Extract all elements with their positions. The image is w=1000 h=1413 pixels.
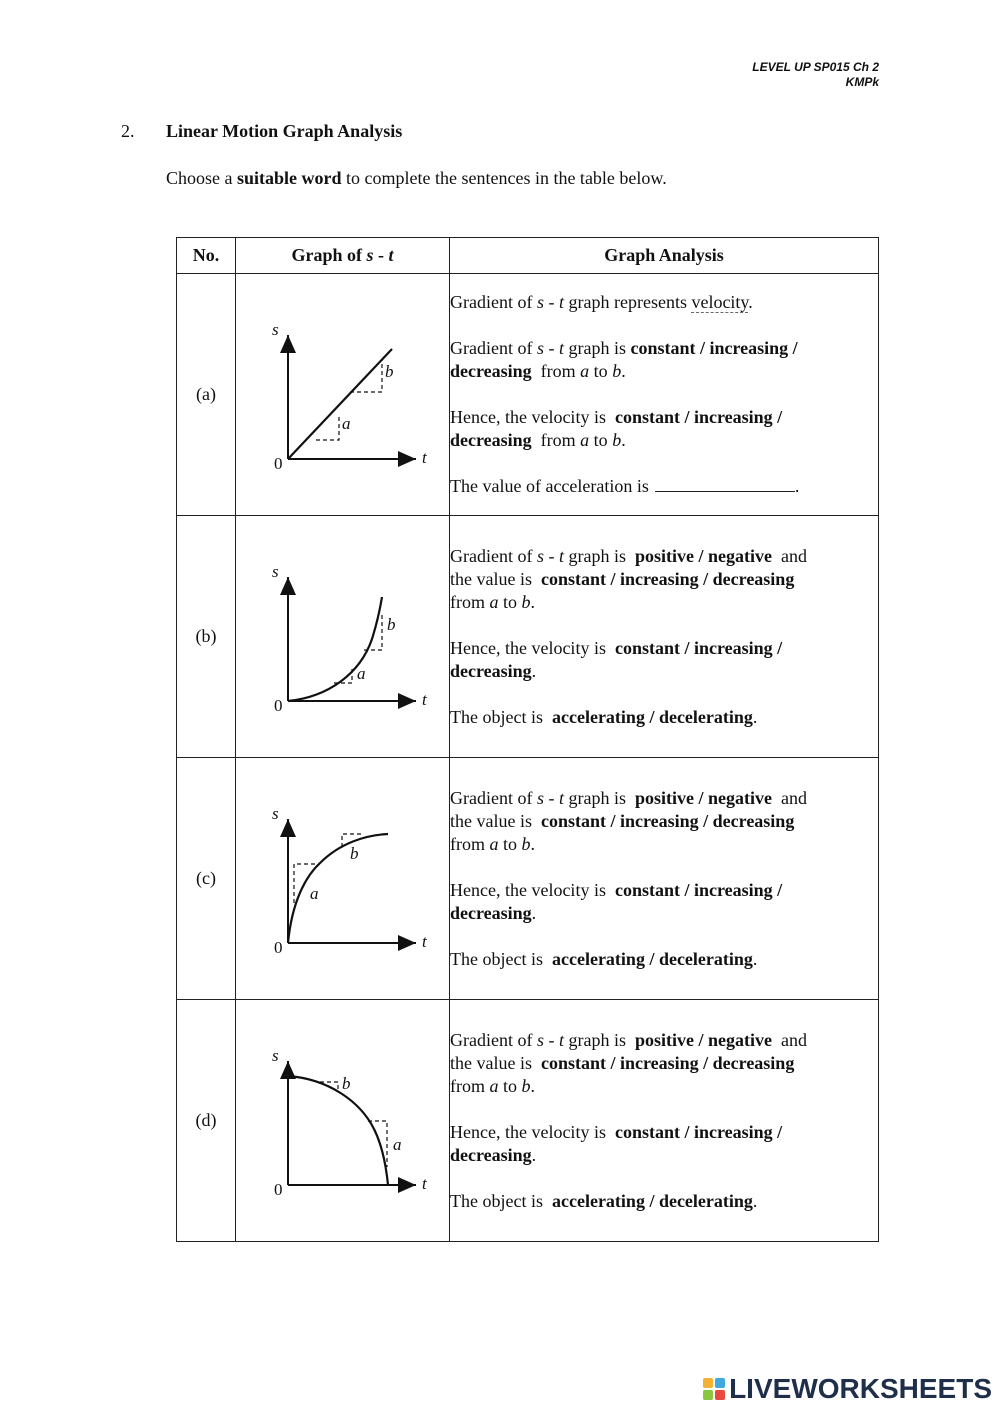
text: graph is <box>564 787 635 808</box>
var-t: t <box>558 1029 564 1050</box>
var-t: t <box>558 338 564 358</box>
text: from <box>450 833 490 854</box>
brand-wordmark: LIVEWORKSHEETS <box>729 1373 992 1404</box>
choice-option[interactable]: constant / increasing / <box>614 879 783 900</box>
text: - <box>543 1029 559 1050</box>
analysis-sentence <box>450 1029 878 1098</box>
text: . <box>531 660 537 681</box>
choice-option[interactable]: accelerating / decelerating <box>551 1190 753 1211</box>
text: . <box>530 833 536 854</box>
choice-option[interactable]: decreasing <box>450 430 532 450</box>
header-institution-line: KMPk <box>845 75 879 89</box>
row-label: (d) <box>177 1000 236 1242</box>
var-a: a <box>580 361 590 381</box>
text: to <box>498 591 522 612</box>
text: . <box>530 591 536 612</box>
var-t: t <box>558 545 564 566</box>
text: Gradient of <box>450 292 537 312</box>
text: The object is <box>450 1190 552 1211</box>
var-b: b <box>612 430 622 450</box>
text: to <box>498 833 522 854</box>
text: from <box>450 1075 490 1096</box>
text: to <box>589 361 613 381</box>
text: and <box>772 1029 807 1050</box>
graph-curve <box>288 597 382 701</box>
choice-option[interactable]: constant / increasing / <box>614 1121 783 1142</box>
table-row <box>177 758 879 1000</box>
text: - <box>543 787 559 808</box>
analysis-sentence <box>450 475 878 498</box>
text: Gradient of <box>450 1029 537 1050</box>
liveworksheets-brand[interactable] <box>703 1373 992 1405</box>
analysis-sentence <box>450 406 878 452</box>
text: the value is <box>450 568 541 589</box>
st-graph-linear <box>248 307 438 477</box>
var-s: s <box>536 338 544 358</box>
analysis-sentence <box>450 879 878 925</box>
origin-label: 0 <box>273 1180 282 1199</box>
table-header-row <box>177 238 879 274</box>
choice-option[interactable]: constant / increasing / decreasing <box>540 810 795 831</box>
liveworksheets-logo-icon <box>703 1378 725 1400</box>
question-title: Linear Motion Graph Analysis <box>166 121 403 141</box>
text: Hence, the velocity is <box>450 879 615 900</box>
var-s: s <box>536 787 544 808</box>
text: . <box>621 430 626 450</box>
point-a-label: a <box>356 664 365 683</box>
instruction-emphasis: suitable word <box>237 168 342 188</box>
choice-option[interactable]: accelerating / decelerating <box>551 706 753 727</box>
analysis-sentence <box>450 545 878 614</box>
header-graph-s: s <box>366 245 374 265</box>
var-b: b <box>521 1075 531 1096</box>
logo-square <box>703 1390 713 1400</box>
choice-option[interactable]: accelerating / decelerating <box>551 948 753 969</box>
var-a: a <box>580 430 590 450</box>
var-a: a <box>489 833 499 854</box>
row-label: (c) <box>177 758 236 1000</box>
graph-cell <box>236 758 450 1000</box>
text: . <box>794 476 800 496</box>
text: . <box>748 292 753 312</box>
point-b-label: b <box>341 1074 350 1093</box>
table-row <box>177 516 879 758</box>
var-t: t <box>558 787 564 808</box>
choice-option[interactable]: decreasing <box>450 1144 532 1165</box>
graph-curve <box>288 349 392 459</box>
header-graph-dash: - <box>373 245 389 265</box>
var-s: s <box>536 1029 544 1050</box>
header-graph <box>236 238 450 274</box>
text: graph is <box>564 338 631 358</box>
header-graph-t: t <box>388 245 394 265</box>
analysis-sentence <box>450 787 878 856</box>
graph-cell <box>236 1000 450 1242</box>
text: graph is <box>564 1029 635 1050</box>
text: . <box>752 706 758 727</box>
analysis-sentence <box>450 948 878 971</box>
text: Gradient of <box>450 545 537 566</box>
logo-square <box>715 1390 725 1400</box>
instruction-text: Choose a <box>166 168 237 188</box>
text: - <box>543 292 559 312</box>
s-axis-label: s <box>271 1046 279 1065</box>
choice-option[interactable]: constant / increasing / <box>614 637 783 658</box>
gradient-triangle-a <box>316 417 339 440</box>
st-graph-decreasing-gradient <box>248 791 438 961</box>
text: Gradient of <box>450 787 537 808</box>
text: from <box>450 591 490 612</box>
s-axis-label: s <box>271 562 279 581</box>
text: . <box>752 1190 758 1211</box>
row-label: (b) <box>177 516 236 758</box>
analysis-table <box>176 237 879 1242</box>
text: . <box>531 1144 537 1165</box>
point-b-label: b <box>384 362 393 381</box>
choice-option[interactable]: constant / increasing / <box>614 407 783 427</box>
s-axis-label: s <box>271 320 279 339</box>
text: Hence, the velocity is <box>450 407 615 427</box>
answer-velocity: velocity <box>691 292 749 312</box>
text: from <box>531 361 581 381</box>
logo-square <box>715 1378 725 1388</box>
analysis-cell <box>450 274 879 516</box>
var-b: b <box>521 833 531 854</box>
analysis-cell <box>450 516 879 758</box>
point-a-label: a <box>341 414 350 433</box>
text: the value is <box>450 810 541 831</box>
graph-curve <box>288 1076 388 1185</box>
t-axis-label: t <box>421 448 427 467</box>
header-no: No. <box>177 238 236 274</box>
analysis-cell <box>450 758 879 1000</box>
graph-cell <box>236 516 450 758</box>
graph-cell <box>236 274 450 516</box>
text: The object is <box>450 948 552 969</box>
point-a-label: a <box>392 1135 401 1154</box>
analysis-sentence <box>450 1121 878 1167</box>
choice-option[interactable]: positive / negative <box>635 1029 772 1050</box>
question-instruction <box>166 168 667 189</box>
analysis-sentence <box>450 706 878 729</box>
choice-option[interactable]: positive / negative <box>635 545 772 566</box>
origin-label: 0 <box>273 938 282 957</box>
question-number: 2. <box>121 121 135 141</box>
text: - <box>543 338 559 358</box>
t-axis-label: t <box>421 1174 427 1193</box>
text: Hence, the velocity is <box>450 637 615 658</box>
s-axis-label: s <box>271 804 279 823</box>
text: . <box>752 948 758 969</box>
t-axis-label: t <box>421 932 427 951</box>
text: . <box>530 1075 536 1096</box>
text: Gradient of <box>450 338 537 358</box>
answer-blank[interactable] <box>655 475 795 492</box>
text: Hence, the velocity is <box>450 1121 615 1142</box>
choice-option[interactable]: constant / increasing / decreasing <box>540 1052 795 1073</box>
analysis-cell <box>450 1000 879 1242</box>
var-a: a <box>489 1075 499 1096</box>
choice-option[interactable]: constant / increasing / decreasing <box>540 568 795 589</box>
text: graph represents <box>564 292 692 312</box>
analysis-sentence <box>450 637 878 683</box>
text: and <box>772 545 807 566</box>
var-b: b <box>521 591 531 612</box>
analysis-sentence <box>450 337 878 383</box>
text: graph is <box>564 545 635 566</box>
var-a: a <box>489 591 499 612</box>
text: to <box>589 430 613 450</box>
var-s: s <box>536 545 544 566</box>
point-b-label: b <box>386 615 395 634</box>
text: the value is <box>450 1052 541 1073</box>
choice-option[interactable]: decreasing <box>450 902 532 923</box>
text: from <box>531 430 581 450</box>
var-t: t <box>558 292 564 312</box>
origin-label: 0 <box>273 696 282 715</box>
var-b: b <box>612 361 622 381</box>
choice-option[interactable]: decreasing <box>450 660 532 681</box>
analysis-sentence <box>450 291 878 314</box>
table-row <box>177 1000 879 1242</box>
origin-label: 0 <box>273 454 282 473</box>
instruction-text: to complete the sentences in the table below. <box>341 168 667 188</box>
table-row <box>177 274 879 516</box>
row-label: (a) <box>177 274 236 516</box>
text: The object is <box>450 706 552 727</box>
text: - <box>543 545 559 566</box>
text: to <box>498 1075 522 1096</box>
graph-curve <box>288 834 388 943</box>
point-b-label: b <box>349 844 358 863</box>
logo-square <box>703 1378 713 1388</box>
choice-option[interactable]: positive / negative <box>635 787 772 808</box>
analysis-sentence <box>450 1190 878 1213</box>
document-header <box>752 60 879 90</box>
st-graph-increasing-gradient <box>248 549 438 719</box>
st-graph-negative-gradient <box>248 1033 438 1203</box>
var-s: s <box>536 292 544 312</box>
header-graph-label: Graph of <box>291 245 367 265</box>
text: The value of acceleration is <box>450 476 649 496</box>
header-course-line: LEVEL UP SP015 Ch 2 <box>752 60 879 74</box>
text: . <box>621 361 626 381</box>
point-a-label: a <box>309 884 318 903</box>
choice-option[interactable]: constant / increasing / <box>630 338 798 358</box>
header-analysis: Graph Analysis <box>450 238 879 274</box>
t-axis-label: t <box>421 690 427 709</box>
text: . <box>531 902 537 923</box>
choice-option[interactable]: decreasing <box>450 361 532 381</box>
text: and <box>772 787 807 808</box>
